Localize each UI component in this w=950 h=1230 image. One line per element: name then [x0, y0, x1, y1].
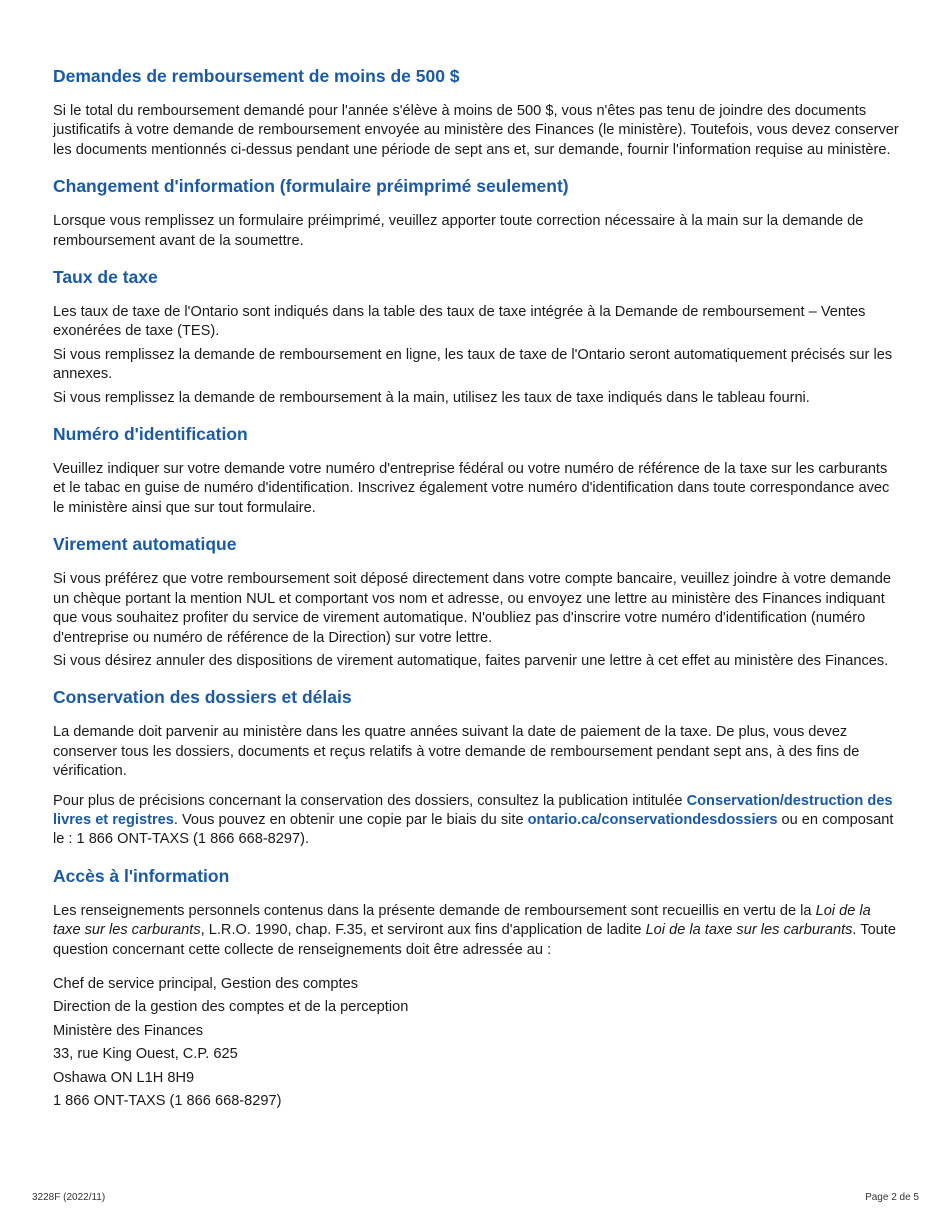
text: . Vous pouvez en obtenir une copie par le biais du site [173, 811, 528, 828]
paragraph: Si vous désirez annuler des dispositions de virement automatique, faites parvenir une lettre à cet effet au ministère des Finances. [53, 652, 889, 669]
section-title: Numéro d'identification [53, 424, 248, 445]
law-title: Loi de la taxe sur les carburants [53, 902, 871, 939]
paragraph: Les taux de taxe de l'Ontario sont indiqués dans la table des taux de taxe intégrée à la Demande de remboursement – Ventes exonérées de taxe (TES). [53, 304, 866, 340]
text: . Toute question concernant cette collecte de renseignements doit être adressée au : [53, 922, 896, 958]
paragraph: Veuillez indiquer sur votre demande votre numéro d'entreprise fédéral ou votre numéro de référence de la taxe sur les carburants et le tabac en guise de numéro d'identification. Inscrivez également votre numéro d'identification dans toute correspondance avec le ministère ainsi que sur tout formulaire. [53, 461, 890, 516]
paragraph: Si vous remplissez la demande de remboursement à la main, utilisez les taux de taxe indiqués dans le tableau fourni. [53, 389, 810, 406]
paragraph: Lorsque vous remplissez un formulaire préimprimé, veuillez apporter toute correction nécessaire à la main sur la demande de remboursement avant de la soumettre. [53, 213, 864, 249]
address-line: Oshawa ON L1H 8H9 [53, 1069, 195, 1086]
publication-link[interactable]: Conservation/destruction des livres et registres [53, 792, 893, 828]
section-title: Changement d'information (formulaire préimprimé seulement) [53, 176, 569, 197]
paragraph: La demande doit parvenir au ministère dans les quatre années suivant la date de paiement de la taxe. De plus, vous devez conserver tous les dossiers, documents et reçus relatifs à votre demande de remboursement pendant sept ans, à des fins de vérification. [53, 724, 860, 780]
text: Pour plus de précisions concernant la conservation des dossiers, consultez la publication intitulée [53, 792, 687, 809]
section-tax-rates [53, 265, 901, 408]
section-title: Demandes de remboursement de moins de 500 $ [53, 66, 460, 86]
paragraph [53, 902, 901, 960]
address-line: Direction de la gestion des comptes et de la perception [53, 999, 409, 1016]
address-line: Ministère des Finances [53, 1022, 204, 1039]
retention-paragraph [53, 792, 901, 850]
text: ou en composant le : 1 866 ONT-TAXS (1 866 668-8297). [53, 811, 894, 848]
paragraph: Si vous remplissez la demande de remboursement en ligne, les taux de taxe de l'Ontario seront automatiquement précisés sur les annexes. [53, 346, 893, 383]
page-number: Page 2 de 5 [865, 1192, 919, 1203]
paragraph: Si vous préférez que votre remboursement soit déposé directement dans votre compte bancaire, veuillez joindre à votre demande un chèque portant la mention NUL et comportant vos nom et adresse, ou envoyez une lettre au ministère des Finances indiquant que vous souhaitez profiter du service de virement automatique. N'oubliez pas d'inscrire votre numéro d'identification (numéro d'entreprise ou numéro de référence de la Direction) sur votre lettre. [53, 571, 891, 646]
address-line: 1 866 ONT-TAXS (1 866 668-8297) [53, 1093, 282, 1109]
section-title: Accès à l'information [53, 865, 230, 886]
section-records-retention [53, 685, 901, 849]
mailing-address [53, 975, 901, 1111]
law-title: Loi de la taxe sur les carburants [645, 922, 853, 939]
section-direct-deposit [53, 532, 901, 671]
section-access-information [53, 864, 901, 1112]
address-line: Chef de service principal, Gestion des comptes [53, 975, 358, 992]
text: Les renseignements personnels contenus dans la présente demande de remboursement sont recueillis en vertu de la [53, 902, 816, 919]
website-link[interactable]: ontario.ca/conservationdesdossiers [527, 811, 778, 828]
section-small-refunds [53, 64, 901, 160]
address-line: 33, rue King Ouest, C.P. 625 [53, 1046, 238, 1063]
section-title: Virement automatique [53, 534, 237, 555]
section-title: Taux de taxe [53, 267, 158, 288]
section-information-change [53, 174, 901, 251]
text: , L.R.O. 1990, chap. F.35, et serviront aux fins d'application de ladite [200, 922, 646, 939]
form-identifier: 3228F (2022/11) [32, 1192, 106, 1203]
document-body [53, 64, 901, 1125]
paragraph: Si le total du remboursement demandé pour l'année s'élève à moins de 500 $, vous n'êtes pas tenu de joindre des documents justificatifs à votre demande de remboursement envoyée au ministère des Finances (le ministère). Toutefois, vous devez conserver les documents mentionnés ci-dessus pendant une période de sept ans et, sur demande, fournir l'information requise au ministère. [53, 103, 899, 158]
section-title: Conservation des dossiers et délais [53, 687, 352, 708]
section-identification-number [53, 422, 901, 518]
